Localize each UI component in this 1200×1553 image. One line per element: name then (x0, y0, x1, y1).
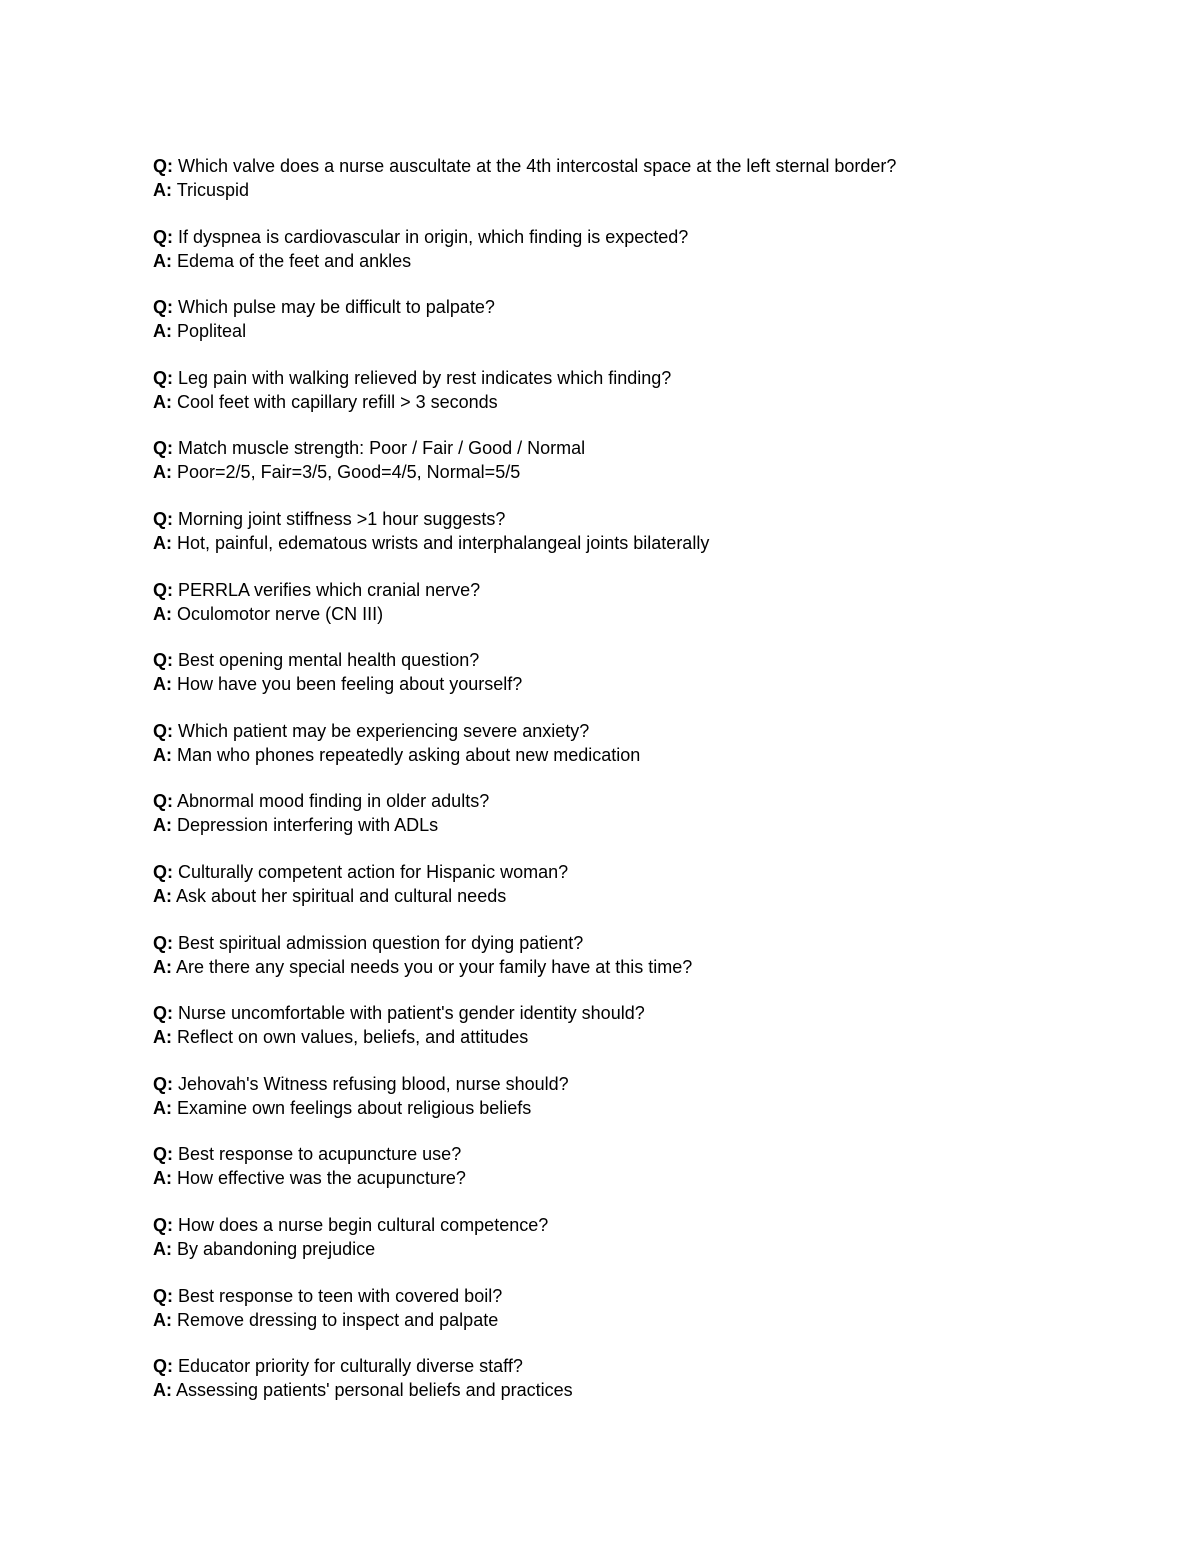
answer-text: How effective was the acupuncture? (177, 1168, 466, 1189)
question-prefix: Q: (153, 791, 173, 812)
qa-item (153, 860, 1153, 931)
question-text: PERRLA verifies which cranial nerve? (178, 579, 481, 600)
question-text: Which valve does a nurse auscultate at the 4th intercostal space at the left sternal border? (178, 156, 897, 176)
question-text: Best opening mental health question? (178, 650, 480, 671)
answer-line (153, 884, 1153, 908)
question-prefix: Q: (153, 1073, 173, 1094)
qa-item (153, 931, 1153, 1002)
answer-prefix: A: (153, 250, 172, 271)
question-line (153, 1072, 1153, 1096)
question-line (153, 295, 1153, 319)
answer-prefix: A: (153, 532, 172, 553)
answer-prefix: A: (153, 391, 172, 412)
answer-prefix: A: (153, 885, 172, 906)
answer-prefix: A: (153, 744, 172, 765)
question-text: Jehovah's Witness refusing blood, nurse should? (178, 1073, 569, 1094)
answer-text: How have you been feeling about yourself? (177, 674, 523, 695)
question-prefix: Q: (153, 508, 173, 529)
answer-text: Examine own feelings about religious beliefs (177, 1097, 532, 1118)
answer-line (153, 1237, 1153, 1261)
answer-prefix: A: (153, 321, 172, 342)
answer-line (153, 1025, 1153, 1049)
answer-text: Popliteal (177, 321, 247, 342)
answer-line (153, 1096, 1153, 1120)
question-text: Which patient may be experiencing severe anxiety? (178, 720, 590, 741)
question-line (153, 1213, 1153, 1237)
qa-item (153, 225, 1153, 296)
question-line (153, 860, 1153, 884)
qa-item (153, 578, 1153, 649)
question-line (153, 578, 1153, 602)
question-prefix: Q: (153, 1144, 173, 1165)
question-text: Morning joint stiffness >1 hour suggests? (178, 508, 506, 529)
answer-line (153, 1308, 1153, 1332)
answer-line (153, 672, 1153, 696)
question-text: Which pulse may be difficult to palpate? (178, 297, 495, 318)
qa-item (153, 366, 1153, 437)
question-prefix: Q: (153, 1003, 173, 1024)
answer-text: Cool feet with capillary refill > 3 seconds (177, 391, 498, 412)
answer-line (153, 531, 1153, 555)
question-line (153, 1354, 1153, 1378)
answer-line (153, 390, 1153, 414)
qa-list (153, 154, 1153, 1425)
answer-line (153, 319, 1153, 343)
answer-text: Assessing patients' personal beliefs and practices (176, 1380, 573, 1401)
answer-prefix: A: (153, 815, 172, 836)
answer-text: Oculomotor nerve (CN III) (177, 603, 384, 624)
answer-text: Man who phones repeatedly asking about new medication (177, 744, 641, 765)
answer-prefix: A: (153, 1380, 172, 1401)
question-text: Culturally competent action for Hispanic woman? (178, 861, 569, 882)
answer-prefix: A: (153, 674, 172, 695)
question-prefix: Q: (153, 861, 173, 882)
answer-prefix: A: (153, 180, 172, 200)
question-text: Best response to acupuncture use? (178, 1144, 462, 1165)
qa-item (153, 295, 1153, 366)
answer-prefix: A: (153, 462, 172, 483)
answer-line (153, 955, 1153, 979)
answer-line (153, 602, 1153, 626)
answer-prefix: A: (153, 603, 172, 624)
question-prefix: Q: (153, 579, 173, 600)
question-line (153, 154, 1153, 178)
qa-item (153, 1142, 1153, 1213)
answer-line (153, 460, 1153, 484)
answer-text: Remove dressing to inspect and palpate (177, 1309, 499, 1330)
question-text: Best spiritual admission question for dying patient? (178, 932, 584, 953)
question-line (153, 719, 1153, 743)
question-text: How does a nurse begin cultural competence? (178, 1214, 549, 1235)
question-text: Match muscle strength: Poor / Fair / Good / Normal (178, 438, 586, 459)
answer-prefix: A: (153, 1027, 172, 1048)
answer-line (153, 178, 1153, 202)
answer-prefix: A: (153, 956, 172, 977)
answer-text: Reflect on own values, beliefs, and attitudes (177, 1027, 529, 1048)
question-text: Best response to teen with covered boil? (178, 1285, 503, 1306)
answer-prefix: A: (153, 1097, 172, 1118)
question-prefix: Q: (153, 156, 173, 176)
qa-item (153, 436, 1153, 507)
qa-item (153, 789, 1153, 860)
question-line (153, 366, 1153, 390)
qa-item (153, 1072, 1153, 1143)
question-line (153, 1284, 1153, 1308)
answer-text: Ask about her spiritual and cultural needs (176, 885, 507, 906)
answer-prefix: A: (153, 1238, 172, 1259)
answer-text: Poor=2/5, Fair=3/5, Good=4/5, Normal=5/5 (177, 462, 521, 483)
qa-item (153, 1354, 1153, 1425)
answer-line (153, 813, 1153, 837)
question-line (153, 648, 1153, 672)
answer-text: Are there any special needs you or your family have at this time? (176, 956, 693, 977)
question-line (153, 1142, 1153, 1166)
answer-prefix: A: (153, 1168, 172, 1189)
question-text: Leg pain with walking relieved by rest indicates which finding? (178, 367, 672, 388)
qa-item (153, 1284, 1153, 1355)
answer-prefix: A: (153, 1309, 172, 1330)
answer-line (153, 1378, 1153, 1402)
question-prefix: Q: (153, 297, 173, 318)
answer-text: By abandoning prejudice (177, 1238, 376, 1259)
question-text: Educator priority for culturally diverse staff? (178, 1356, 523, 1377)
question-text: Abnormal mood finding in older adults? (177, 791, 490, 812)
qa-item (153, 648, 1153, 719)
question-prefix: Q: (153, 932, 173, 953)
answer-line (153, 743, 1153, 767)
question-line (153, 225, 1153, 249)
question-prefix: Q: (153, 1356, 173, 1377)
answer-text: Depression interfering with ADLs (177, 815, 439, 836)
question-line (153, 789, 1153, 813)
question-prefix: Q: (153, 1214, 173, 1235)
question-prefix: Q: (153, 438, 173, 459)
question-line (153, 436, 1153, 460)
question-prefix: Q: (153, 720, 173, 741)
question-line (153, 507, 1153, 531)
answer-line (153, 249, 1153, 273)
qa-item (153, 507, 1153, 578)
question-line (153, 1001, 1153, 1025)
answer-text: Edema of the feet and ankles (177, 250, 412, 271)
answer-text: Hot, painful, edematous wrists and interphalangeal joints bilaterally (177, 532, 710, 553)
question-prefix: Q: (153, 650, 173, 671)
question-prefix: Q: (153, 1285, 173, 1306)
question-text: Nurse uncomfortable with patient's gender identity should? (178, 1003, 645, 1024)
question-prefix: Q: (153, 226, 173, 247)
qa-item (153, 719, 1153, 790)
qa-item (153, 1213, 1153, 1284)
question-line (153, 931, 1153, 955)
qa-item (153, 154, 1153, 225)
qa-item (153, 1001, 1153, 1072)
answer-line (153, 1166, 1153, 1190)
question-text: If dyspnea is cardiovascular in origin, which finding is expected? (178, 226, 689, 247)
answer-text: Tricuspid (176, 180, 250, 200)
question-prefix: Q: (153, 367, 173, 388)
